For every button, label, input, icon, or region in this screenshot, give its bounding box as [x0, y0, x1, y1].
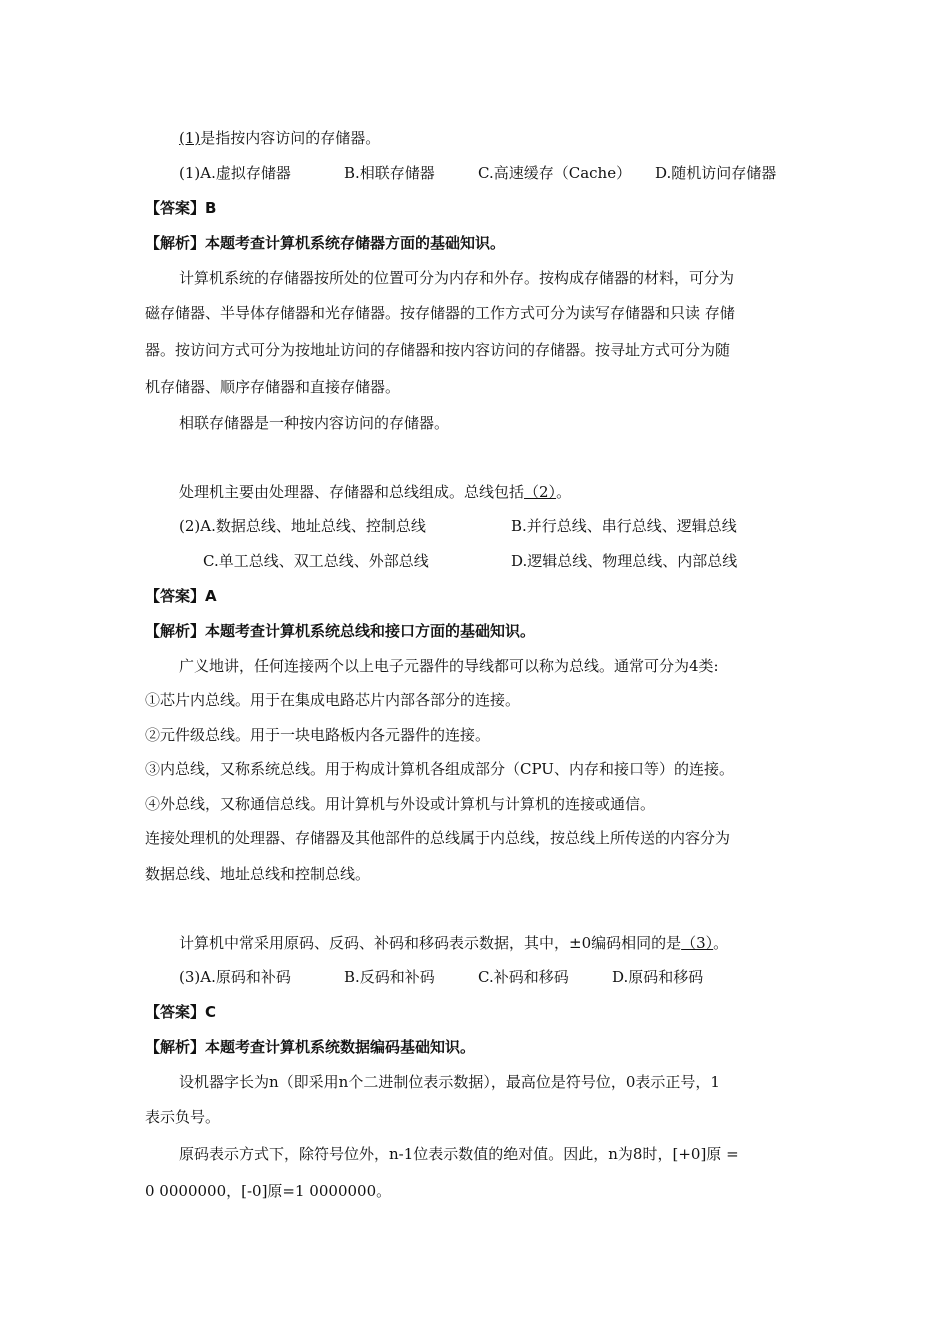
- q1-para1-line: 机存储器、顺序存储器和直接存储器。: [145, 378, 401, 396]
- q2-analysis-line: 连接处理机的处理器、存储器及其他部件的总线属于内总线，按总线上所传送的内容分为: [145, 829, 731, 847]
- q1-stem: [179, 128, 380, 148]
- q3-para1-line: 设机器字长为n（即采用n个二进制位表示数据），最高位是符号位，0表示正号，1: [179, 1073, 720, 1091]
- q3-para2-line: 原码表示方式下，除符号位外，n-1位表示数值的绝对值。因此，n为8时，[+0]原 =: [179, 1145, 739, 1163]
- q3-answer: 【答案】C: [145, 1003, 217, 1021]
- q1-option-d: D.随机访问存储器: [655, 164, 777, 182]
- q3-option-d: D.原码和移码: [612, 968, 704, 986]
- q1-answer: 【答案】B: [145, 199, 217, 217]
- q2-analysis-line: ①芯片内总线。用于在集成电路芯片内部各部分的连接。: [145, 691, 521, 709]
- q3-blank: （3）: [681, 934, 714, 952]
- q1-para2: 相联存储器是一种按内容访问的存储器。: [179, 414, 450, 432]
- q2-option-a: (2)A.数据总线、地址总线、控制总线: [179, 517, 426, 535]
- q2-option-b: B.并行总线、串行总线、逻辑总线: [511, 517, 737, 535]
- q2-stem-text: 处理机主要由处理器、存储器和总线组成。总线包括: [179, 483, 525, 501]
- q2-analysis-title: 【解析】本题考查计算机系统总线和接口方面的基础知识。: [145, 622, 536, 640]
- q2-analysis-line: 数据总线、地址总线和控制总线。: [145, 865, 371, 883]
- q2-answer: 【答案】A: [145, 587, 217, 605]
- q2-stem-end: 。: [556, 483, 572, 501]
- q1-option-b: B.相联存储器: [344, 164, 435, 182]
- q2-analysis-line: ②元件级总线。用于一块电路板内各元器件的连接。: [145, 726, 491, 744]
- q2-analysis-line: ③内总线，又称系统总线。用于构成计算机各组成部分（CPU、内存和接口等）的连接。: [145, 760, 734, 778]
- q3-para1-line: 表示负号。: [145, 1108, 221, 1126]
- q3-analysis-title: 【解析】本题考查计算机系统数据编码基础知识。: [145, 1038, 476, 1056]
- q2-blank: （2）: [524, 483, 557, 501]
- q1-stem-text: 是指按内容访问的存储器。: [200, 129, 381, 147]
- q3-option-c: C.补码和移码: [478, 968, 569, 986]
- q1-option-c: C.高速缓存（Cache）: [478, 164, 632, 182]
- q1-para1-line: 计算机系统的存储器按所处的位置可分为内存和外存。按构成存储器的材料，可分为: [179, 269, 735, 287]
- q3-para2-line: 0 0000000，[-0]原=1 0000000。: [145, 1182, 392, 1200]
- q2-stem: [179, 482, 571, 502]
- q3-stem: [179, 933, 728, 953]
- q3-option-a: (3)A.原码和补码: [179, 968, 291, 986]
- q1-para1-line: 器。按访问方式可分为按地址访问的存储器和按内容访问的存储器。按寻址方式可分为随: [145, 341, 731, 359]
- q2-analysis-line: ④外总线，又称通信总线。用计算机与外设或计算机与计算机的连接或通信。: [145, 795, 656, 813]
- q3-stem-end: 。: [713, 934, 729, 952]
- q1-blank: (1): [179, 129, 201, 147]
- q1-option-a: (1)A.虚拟存储器: [179, 164, 291, 182]
- q2-analysis-line: 广义地讲，任何连接两个以上电子元器件的导线都可以称为总线。通常可分为4类:: [179, 657, 719, 675]
- q2-option-c: C.单工总线、双工总线、外部总线: [203, 552, 429, 570]
- q2-option-d: D.逻辑总线、物理总线、内部总线: [511, 552, 738, 570]
- q3-stem-text: 计算机中常采用原码、反码、补码和移码表示数据，其中，±0编码相同的是: [179, 934, 682, 952]
- q1-para1-line: 磁存储器、半导体存储器和光存储器。按存储器的工作方式可分为读写存储器和只读 存储: [145, 304, 735, 322]
- q3-option-b: B.反码和补码: [344, 968, 435, 986]
- q1-analysis-title: 【解析】本题考查计算机系统存储器方面的基础知识。: [145, 234, 506, 252]
